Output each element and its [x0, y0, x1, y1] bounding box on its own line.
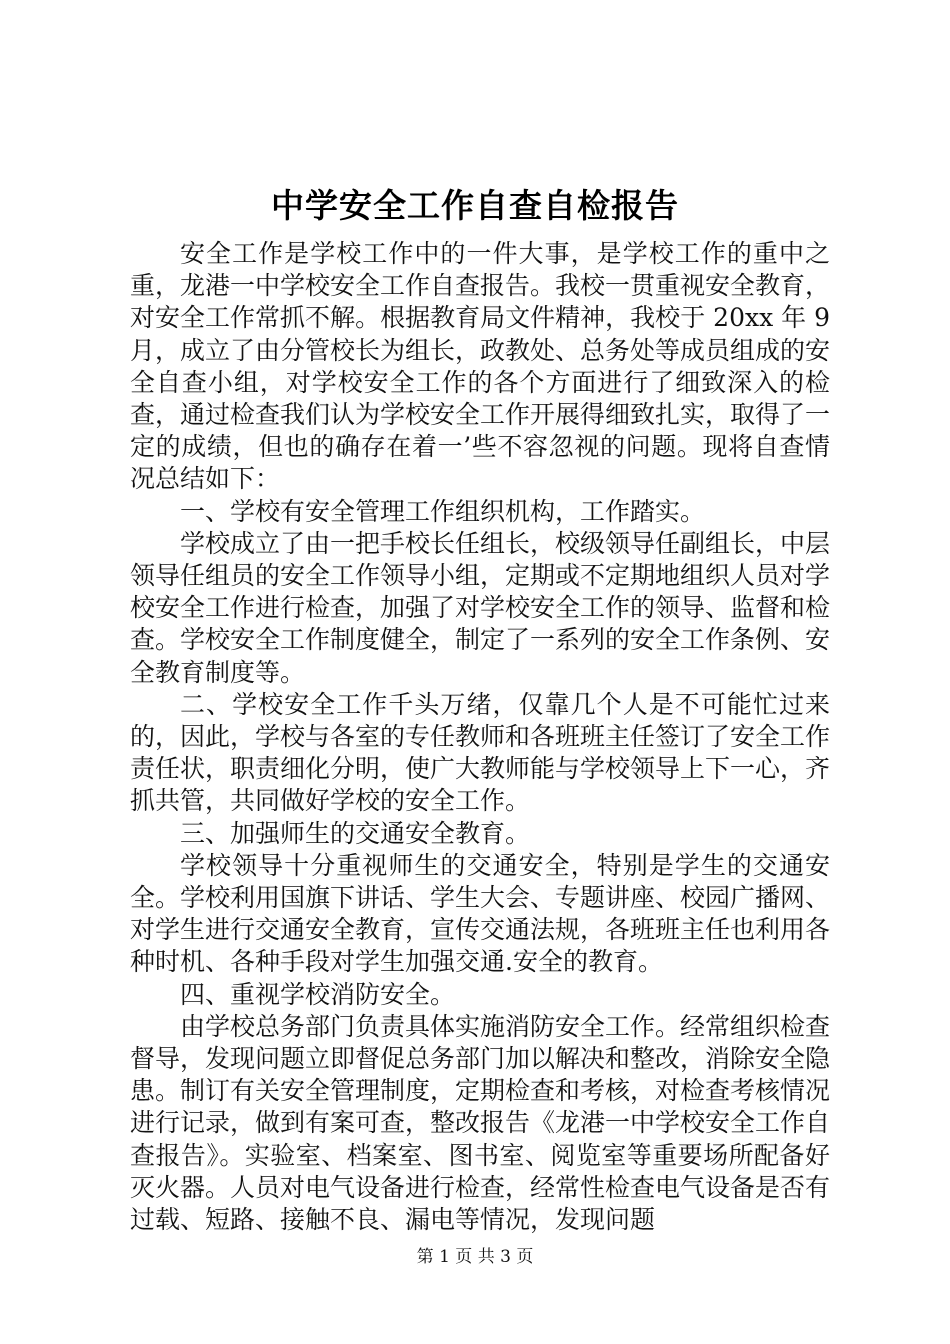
- section-heading-4: 四、重视学校消防安全。: [180, 979, 456, 1009]
- section-heading-3: 三、加强师生的交通安全教育。: [180, 818, 531, 848]
- page-number-footer: 第 1 页 共 3 页: [416, 1247, 534, 1267]
- section-heading-1: 一、学校有安全管理工作组织机构，工作踏实。: [180, 496, 706, 526]
- section-heading-2: 二、学校安全工作千头万绪，仅靠几个人是不可能忙过来的，因此，学校与各室的专任教师和各班班主任签订了安全工作责任状，职责细化分明，使广大教师能与学校领导上下一心，齐抓共管，共同做好学校的安全工作。: [130, 689, 831, 816]
- paragraph-organization: 学校成立了由一把手校长任组长，校级领导任副组长，中层领导任组员的安全工作领导小组，定期或不定期地组织人员对学校安全工作进行检查，加强了对学校安全工作的领导、监督和检查。学校安全工作制度健全，制定了一系列的安全工作条例、安全教育制度等。: [130, 528, 831, 687]
- document-title: 中学安全工作自查自检报告: [271, 186, 679, 225]
- document-body: [130, 238, 830, 1236]
- paragraph-traffic-safety: 学校领导十分重视师生的交通安全，特别是学生的交通安全。学校利用国旗下讲话、学生大会、专题讲座、校园广播网、对学生进行交通安全教育，宣传交通法规，各班班主任也利用各种时机、各种手段对学生加强交通.安全的教育。: [130, 850, 831, 977]
- paragraph-fire-safety: 由学校总务部门负责具体实施消防安全工作。经常组织检查督导，发现问题立即督促总务部门加以解决和整改，消除安全隐患。制订有关安全管理制度，定期检查和考核，对检查考核情况进行记录，做到有案可查，整改报告《龙港一中学校安全工作自查报告》。实验室、档案室、图书室、阅览室等重要场所配备好灭火器。人员对电气设备进行检查，经常性检查电气设备是否有过载、短路、接触不良、漏电等情况，发现问题: [130, 1011, 831, 1235]
- paragraph-intro: 安全工作是学校工作中的一件大事，是学校工作的重中之重，龙港一中学校安全工作自查报告。我校一贯重视安全教育，对安全工作常抓不解。根据教育局文件精神，我校于 20xx 年 9 月，成立了由分管校长为组长，政教处、总务处等成员组成的安全自查小组，对学校安全工作的各个方面进行了细致深入的检查，通过检查我们认为学校安全工作开展得细致扎实，取得了一定的成绩，但也的确存在着一’些不容忽视的问题。现将自查情况总结如下：: [130, 239, 831, 494]
